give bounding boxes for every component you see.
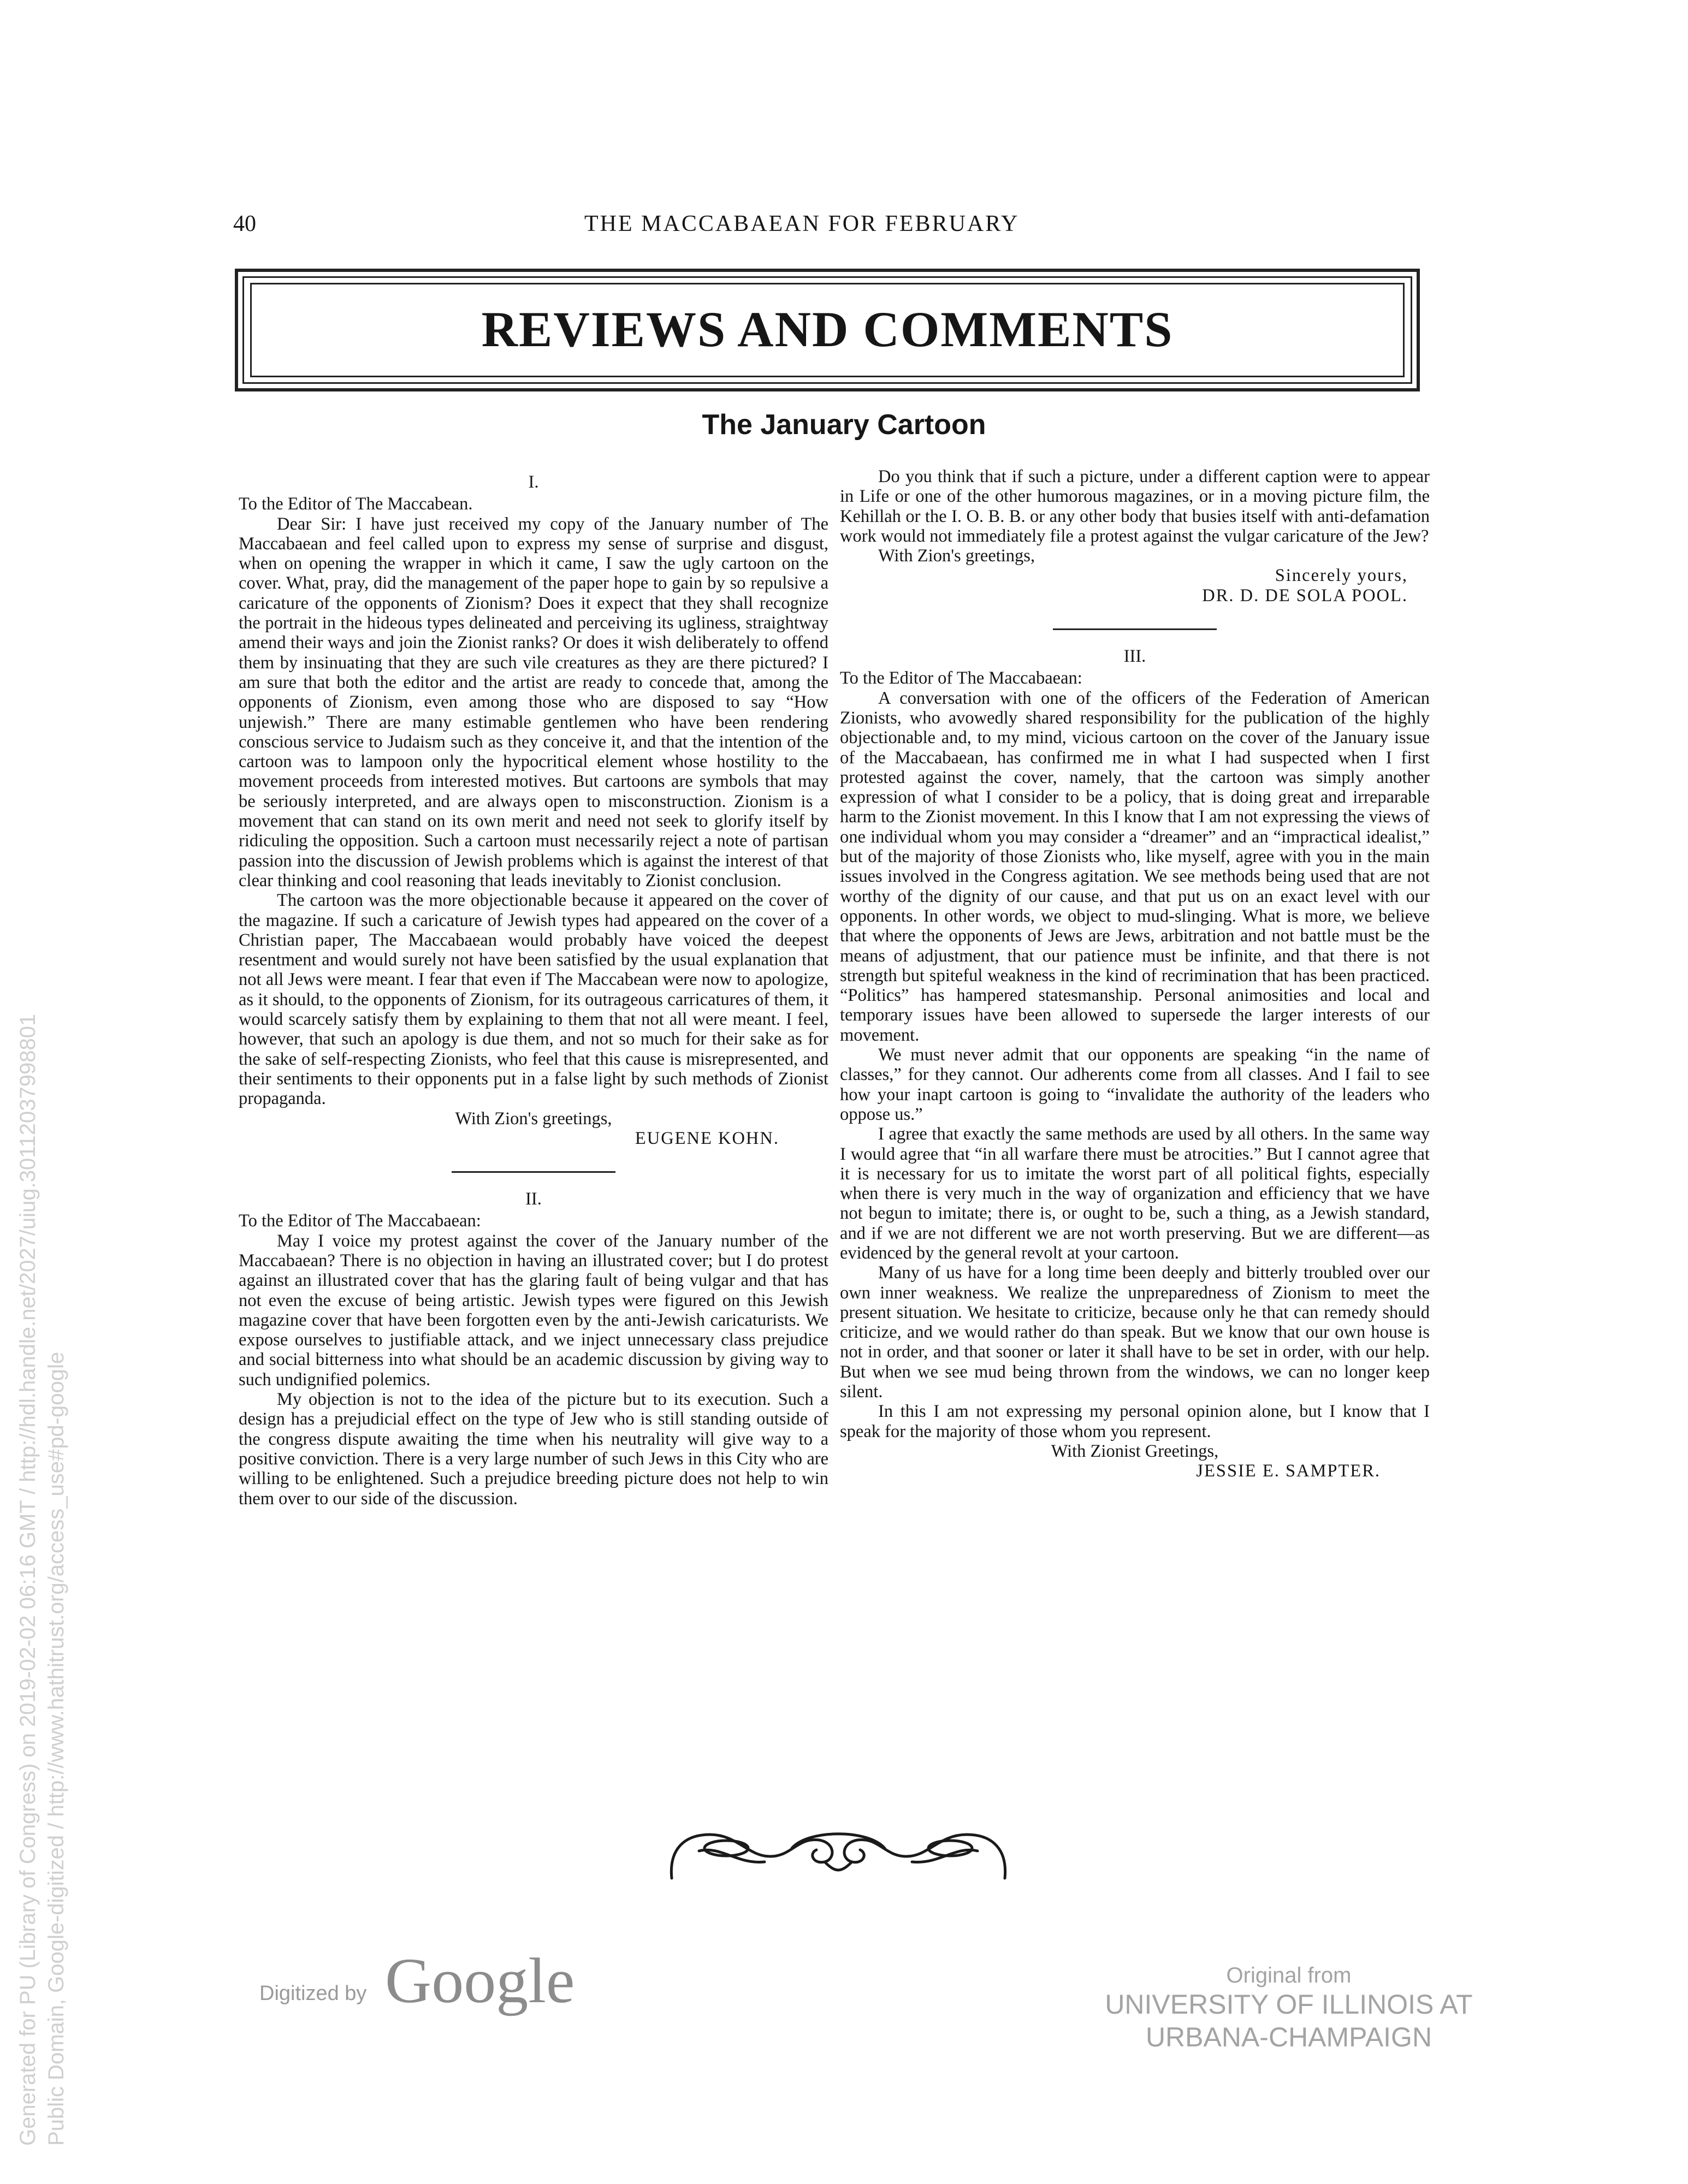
letter-salutation: To the Editor of The Maccabaean: (840, 668, 1082, 689)
section-banner (235, 269, 1420, 391)
digitized-by-label: Digitized by (259, 1982, 367, 2005)
tailpiece-ornament-icon (661, 1818, 1016, 1884)
letter-one (239, 472, 828, 1148)
letter-paragraph: A conversation with one of the officers of the Federation of American Zionists, who avowedly shared responsibility for the publication of the highly objectionable and, to my mind, vicious cartoon on the cover of the January issue of the Maccabaean, has confirmed me in what I had suspected when I first protested against the cover, namely, that the cartoon was simply another expression of what I consider to be a policy, that is doing great and irreparable harm to the Zionist movement. In this I know that I am not expressing the views of one individual whom you may consider a “dreamer” and an “impractical idealist,” but of the majority of those Zionists who, like myself, agree with you in the main issues involved in the Congress agitation. We see methods being used that are not worthy of the dignity of our cause, and that put us on an exact level with our opponents. In other words, we object to mud-slinging. What is more, we believe that where the opponents of Jews are Jews, arbitration and not battle must be the means of adjustment, that our patience must be infinite, and that there is not strength but spiteful weakness in the kind of recrimination that has been practiced. “Politics” has hampered statesmanship. Personal animosities and local and temporary issues have been allowed to supersede the larger interests of our movement. (840, 688, 1430, 1045)
letter-paragraph: We must never admit that our opponents are speaking “in the name of classes,” for they cannot. Our adherents come from all classes. And I fail to see how your inapt cartoon is going to “invalidate the authority of the leaders who oppose us.” (840, 1045, 1430, 1124)
letter-paragraph: The cartoon was the more objectionable because it appeared on the cover of the magazine. If such a caricature of Jewish types had appeared on the cover of a Christian paper, The Maccabaean would probably have voiced the deepest resentment and would surely not have been satisfied by the usual explanation that not all Jews were meant. I fear that even if The Maccabean were now to apologize, as it should, to the opponents of Zionism, for its outrageous carricatures of them, it would scarcely satisfy them by explaining to them that not all were meant. I feel, however, that such an apology is due them, and not so much for their sake as for the sake of self-respecting Zionists, who feel that this cause is misrepresented, and their sentiments to their opponents put in a false light by such methods of Zionist propaganda. (239, 891, 828, 1109)
section-divider (1053, 628, 1217, 630)
letter-two-continued (840, 467, 1430, 606)
letter-three (840, 646, 1430, 1481)
letter-paragraph: Many of us have for a long time been deeply and bitterly troubled over our own inner weakness. We realize the unpreparedness of Zionism to meet the present situation. We hesitate to criticize, because only he that can remedy should criticize, and we would rather do than speak. But we know that our own house is not in order, and that sooner or later it shall have to be set in order, with our help. But when we see mud being thrown from the windows, we can no longer keep silent. (840, 1263, 1430, 1402)
google-digitized-mark (259, 1944, 598, 2020)
running-title: THE MACCABAEAN FOR FEBRUARY (584, 211, 1020, 236)
section-divider (452, 1171, 615, 1173)
letter-closing: With Zion's greetings, (878, 546, 1035, 566)
letter-paragraph: My objection is not to the idea of the picture but to its execution. Such a design has a prejudicial effect on the type of Jew who is still standing outside of the congress dispute awaiting the time when his neutrality will give way to a positive conviction. There is a very large number of such Jews in this City who are willing to be enlightened. Such a prejudice breeding picture does not help to win them over to our side of the discussion. (239, 1390, 828, 1509)
left-column (239, 467, 828, 1509)
institution-line: URBANA-CHAMPAIGN (1145, 2022, 1432, 2052)
page-number: 40 (233, 211, 256, 236)
letter-signature: EUGENE KOHN. (635, 1128, 779, 1148)
letter-valediction: Sincerely yours, (1275, 566, 1408, 586)
section-title: REVIEWS AND COMMENTS (481, 301, 1174, 357)
letter-paragraph: Do you think that if such a picture, under a different caption were to appear in Life or one of the other humorous magazines, or in a moving picture film, the Kehillah or the I. O. B. B. or any other body that busies itself with anti-defamation work would not immediately file a protest against the vulgar caricature of the Jew? (840, 467, 1430, 546)
institution-line: UNIVERSITY OF ILLINOIS AT (1105, 1989, 1473, 2020)
hathitrust-watermark (14, 1014, 70, 2146)
letter-numeral: I. (528, 472, 539, 492)
right-column (840, 467, 1430, 1481)
letter-salutation: To the Editor of The Maccabaean: (239, 1211, 481, 1231)
watermark-line: Public Domain, Google-digitized / http://www.hathitrust.org/access_use#pd-google (44, 1351, 68, 2146)
letter-closing: With Zionist Greetings, (1051, 1441, 1219, 1461)
letter-paragraph: Dear Sir: I have just received my copy of the January number of The Maccabaean and feel called upon to express my sense of surprise and disgust, when on opening the wrapper in which it came, I saw the ugly cartoon on the cover. What, pray, did the management of the paper hope to gain by so repulsive a caricature of the opponents of Zionism? Does it expect that they shall recognize the portrait in the hideous types delineated and perceiving its ugliness, straightway amend their ways and join the Zionist ranks? Or does it wish deliberately to offend them by insinuating that they are such vile creatures as they are there pictured? I am sure that both the editor and the artist are ready to concede that, among the opponents of Zionism, even among those who are disposed to say “How unjewish.” There are many estimable gentlemen who have been rendering conscious service to Judaism such as they conceive it, and that the intention of the cartoon was to lampoon only the hypocritical element whose hostility to the movement proceeds from interested motives. But cartoons are symbols that may be seriously interpreted, and are always open to misconstruction. Zionism is a movement that can stand on its own merit and need not seek to glorify itself by ridiculing the opposition. Such a cartoon must necessarily reject a note of partisan passion into the discussion of Jewish problems which is against the interest of that clear thinking and cool reasoning that leads inevitably to Zionist conclusion. (239, 514, 828, 891)
letter-signature: DR. D. DE SOLA POOL. (1202, 585, 1408, 606)
letter-salutation: To the Editor of The Maccabean. (239, 494, 473, 514)
letter-paragraph: May I voice my protest against the cover of the January number of the Maccabaean? There is no objection in having an illustrated cover; but I do protest against an illustrated cover that has the glaring fault of being vulgar and that has not even the excuse of being artistic. Jewish types were figured on this Jewish magazine cover that have been forgotten even by the anti-Jewish caricaturists. We expose ourselves to justifiable attack, and we inject unnecessary class prejudice and social bitterness into what should be an academic discussion by giving way to such undignified polemics. (239, 1231, 828, 1390)
google-logo: Google (385, 1945, 575, 2016)
running-header (0, 211, 1688, 244)
letter-numeral: II. (525, 1189, 542, 1209)
source-institution (1043, 1963, 1535, 2054)
letter-signature: JESSIE E. SAMPTER. (1196, 1461, 1381, 1481)
original-from-label: Original from (1226, 1963, 1352, 1987)
article-title: The January Cartoon (702, 409, 986, 441)
letter-paragraph: In this I am not expressing my personal opinion alone, but I know that I speak for the majority of those whom you represent. (840, 1402, 1430, 1441)
letter-two (239, 1189, 828, 1509)
letter-numeral: III. (1123, 646, 1146, 667)
watermark-line: Generated for PU (Library of Congress) on 2019-02-02 06:16 GMT / http://hdl.handle.net/2027/uiug.30112037998801 (16, 1013, 40, 2146)
letter-paragraph: I agree that exactly the same methods are used by all others. In the same way I would agree that “in all warfare there must be atrocities.” But I cannot agree that it is necessary for us to imitate the worst part of all political fights, especially when there is very much in the way of organization and efficiency that we have not begun to imitate; there is, or ought to be, such a thing, as a Jewish standard, and if we are not different we are not worth preserving. But we are different—as evidenced by the general revolt at your cartoon. (840, 1124, 1430, 1263)
letter-closing: With Zion's greetings, (455, 1108, 612, 1129)
